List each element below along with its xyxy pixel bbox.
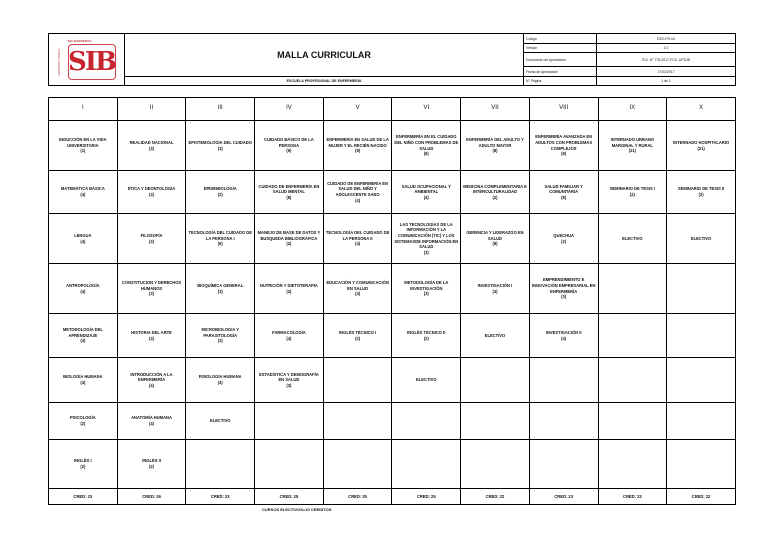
logo-cell [49, 34, 125, 85]
course-cell [117, 314, 186, 358]
course-cell [49, 314, 118, 358]
credit-total: CRED: 23 [598, 489, 667, 505]
meta-label: N° Página [524, 77, 597, 85]
course-cell [461, 358, 530, 403]
course-name: LAS TECNOLOGÍAS DE LA INFORMACIÓN Y LA COMUNICACIÓN (TIC) Y LOS SISTEMASDE INFORMACIÓN EN SALUD [394, 221, 459, 250]
course-cell [598, 314, 667, 358]
course-cell [598, 121, 667, 171]
course-cell [392, 171, 461, 214]
course-name: ELECTIVO [484, 332, 506, 338]
semester-header: III [186, 98, 255, 121]
meta-value: R.D. N° 778-2017-FCS -UPSJB [642, 57, 690, 62]
course-name: INGLÉS TÉCNICO II [407, 329, 446, 335]
course-cell [255, 214, 324, 264]
course-cell [598, 214, 667, 264]
course-name: ELECTIVO [209, 418, 231, 424]
course-credits: (6) [286, 148, 292, 154]
course-name: FILOSOFÍA [140, 232, 163, 238]
course-cell [461, 440, 530, 489]
course-credits: (2) [561, 238, 567, 244]
course-cell [392, 121, 461, 171]
course-cell [323, 171, 392, 214]
course-name: ELECTIVO [622, 235, 643, 241]
course-credits: (4) [561, 335, 567, 341]
course-cell [255, 171, 324, 214]
course-name: EDUCACIÓN Y COMUNICACIÓN EN SALUD [326, 280, 389, 291]
semester-header: VII [461, 98, 530, 121]
logo-side-text: UNIVERSIDAD PRIVADA [57, 47, 61, 76]
course-name: CUIDADO BÁSICO DE LA PERSONA [264, 137, 314, 148]
course-cell [392, 358, 461, 403]
course-name: QUECHUA [553, 232, 574, 238]
course-credits: (2) [423, 335, 429, 341]
course-cell [117, 214, 186, 264]
course-cell [461, 314, 530, 358]
course-cell [186, 358, 255, 403]
course-credits: (8) [492, 148, 498, 154]
course-name: HISTORIA DEL ARTE [131, 329, 172, 335]
course-credits: (3) [423, 291, 429, 297]
course-cell [186, 214, 255, 264]
course-credits: (3) [217, 145, 223, 151]
credit-totals-row [49, 489, 736, 505]
course-cell [529, 264, 598, 314]
course-credits: (3) [286, 288, 292, 294]
course-name: ENFERMERÍA EN EL CUIDADO DEL NIÑO CON PROBLEMAS DE SALUD [394, 134, 459, 151]
course-cell [323, 314, 392, 358]
meta-row [524, 34, 735, 44]
course-cell [529, 314, 598, 358]
course-cell [186, 440, 255, 489]
course-name: CONSTITUCION Y DERECHOS HUMANOS [121, 280, 182, 291]
logo-mark [68, 44, 116, 80]
course-credits: (3) [561, 294, 567, 300]
course-cell [49, 440, 118, 489]
course-credits: (2) [355, 335, 361, 341]
course-credits: (8) [286, 194, 292, 200]
course-credits: (3) [149, 335, 155, 341]
course-name: SALUD FAMILIAR Y COMUNITARIA [544, 183, 583, 195]
course-cell [323, 214, 392, 264]
meta-label: Documento de Aprobación [524, 53, 597, 66]
course-cell [186, 264, 255, 314]
course-row [49, 171, 736, 214]
course-credits: (2) [217, 192, 223, 197]
course-cell [255, 358, 324, 403]
meta-value: 2.0 [663, 46, 669, 50]
course-name: INGLÉS I [74, 458, 92, 464]
course-name: GERENCIA Y LIDERAZGO EN SALUD [466, 230, 524, 241]
course-name: INTERNADO URBANO MARGINAL Y RURAL [610, 137, 655, 148]
course-cell [186, 121, 255, 171]
meta-row [524, 53, 735, 67]
meta-value: 1 de 1 [661, 79, 671, 83]
course-credits: (8) [355, 148, 361, 154]
course-cell [598, 440, 667, 489]
course-credits: (4) [355, 241, 361, 247]
course-cell [598, 264, 667, 314]
course-credits: (6) [217, 241, 223, 247]
course-cell [255, 314, 324, 358]
course-cell [529, 358, 598, 403]
semester-header: II [117, 98, 186, 121]
course-cell [529, 121, 598, 171]
course-cell [117, 403, 186, 440]
meta-label: Fecha de Aprobación [524, 67, 597, 76]
course-row [49, 121, 736, 171]
course-name: INTRODUCCIÓN A LA ENFERMERÍA [130, 371, 173, 383]
course-credits: (4) [286, 335, 292, 341]
course-cell [255, 403, 324, 440]
credit-total: CRED: 22 [667, 489, 736, 505]
course-cell [392, 314, 461, 358]
course-name: METODOLOGÍA DEL APRENDIZAJE [62, 327, 103, 338]
course-name: BIOQUÍMICA GENERAL [197, 282, 244, 288]
credit-total: CRED: 23 [49, 489, 118, 505]
course-credits: (4) [217, 380, 223, 385]
course-name: INVESTIGACIÓN I [477, 282, 513, 288]
course-row [49, 314, 736, 358]
course-cell [49, 403, 118, 440]
course-row [49, 264, 736, 314]
meta-label: Versión [524, 44, 597, 52]
course-name: ENFERMERÍA EN SALUD DE LA MUJER Y EL RECIÉN NACIDO [326, 137, 389, 148]
course-credits: (2) [492, 194, 498, 200]
course-name: PSICOLOGÍA [69, 415, 96, 421]
course-credits: (4) [80, 338, 86, 344]
course-cell [186, 314, 255, 358]
course-cell [255, 440, 324, 489]
course-cell [186, 171, 255, 214]
course-cell [667, 314, 736, 358]
course-credits: (2) [286, 241, 292, 247]
course-credits: (3) [149, 145, 155, 151]
credit-total: CRED: 23 [186, 489, 255, 505]
course-name: MANEJO DE BASE DE DATOS Y BUSQUEDA BIBLIOGRÁFICA [257, 230, 321, 241]
meta-label: Código [524, 34, 597, 43]
course-credits: (21) [628, 148, 636, 154]
course-row [49, 403, 736, 440]
credit-total: CRED: 23 [529, 489, 598, 505]
course-name: SALUD OCUPACIONAL Y AMBIENTAL [401, 183, 451, 195]
semester-header: VI [392, 98, 461, 121]
course-cell [255, 264, 324, 314]
course-credits: (3) [149, 291, 155, 297]
course-cell [392, 403, 461, 440]
course-cell [392, 264, 461, 314]
course-credits: (4) [423, 194, 429, 200]
course-name: INDUCCIÓN EN LA VIDA UNIVERSITARIA [59, 137, 107, 148]
course-name: NUTRICIÓN Y DIETOTERAPIA [259, 282, 318, 288]
course-name: ESTADÍSTICA Y DEMOGRAFÍA EN SALUD [259, 371, 319, 383]
course-name: EMPRENDIMIENTO E INNOVACIÓN EMPRESARIAL EN ENFERMERÍA [531, 277, 596, 294]
course-cell [598, 403, 667, 440]
meta-value: 17/02/2017 [657, 69, 675, 74]
semester-header: I [49, 98, 118, 121]
course-cell [461, 264, 530, 314]
course-cell [255, 121, 324, 171]
document-meta [524, 34, 735, 85]
course-credits: (4) [80, 192, 86, 197]
course-cell [49, 358, 118, 403]
course-credits: (2) [149, 464, 155, 469]
course-cell [117, 171, 186, 214]
course-cell [323, 440, 392, 489]
course-cell [667, 121, 736, 171]
course-name: INVESTIGACIÓN II [545, 329, 582, 335]
course-cell [461, 214, 530, 264]
document-header [48, 33, 736, 86]
course-credits: (4) [355, 197, 361, 203]
course-cell [117, 440, 186, 489]
course-credits: (3) [286, 382, 292, 388]
course-cell [49, 121, 118, 171]
course-credits: (2) [80, 421, 86, 426]
course-cell [529, 214, 598, 264]
course-credits: (3) [149, 192, 155, 197]
course-name: ENFERMERÍA DEL ADULTO Y ADULTO MAYOR [466, 137, 524, 148]
course-cell [667, 403, 736, 440]
meta-row [524, 77, 735, 85]
course-name: ANTROPOLOGÍA [66, 282, 100, 288]
course-credits: (8) [492, 241, 498, 247]
course-credits: (2) [698, 192, 704, 197]
course-cell [49, 171, 118, 214]
credit-total: CRED: 25 [255, 489, 324, 505]
course-name: INGLÉS TÉCNICO I [339, 329, 377, 335]
course-credits: (3) [492, 288, 498, 294]
course-cell [667, 214, 736, 264]
course-name: FARMACOLOGÍA [272, 329, 306, 335]
semester-header: V [323, 98, 392, 121]
course-credits: (3) [217, 288, 223, 294]
meta-row [524, 67, 735, 77]
course-cell [323, 121, 392, 171]
course-credits: (8) [561, 151, 567, 157]
course-credits: (8) [561, 194, 567, 200]
course-cell [598, 358, 667, 403]
course-name: ANATOMÍA HUMANA [131, 415, 172, 421]
course-cell [323, 358, 392, 403]
course-cell [323, 403, 392, 440]
course-cell [49, 264, 118, 314]
credit-total: CRED: 25 [323, 489, 392, 505]
course-name: MATEMÁTICA BÁSICA [60, 186, 105, 192]
course-cell [667, 171, 736, 214]
meta-row [524, 44, 735, 53]
semester-header-row [49, 98, 736, 121]
course-cell [461, 403, 530, 440]
course-name: LENGUA [74, 232, 92, 238]
course-row [49, 358, 736, 403]
school-name: ESCUELA PROFESIONAL DE ENFERMERÍA [286, 79, 362, 83]
course-name: TECNOLOGÍA DEL CUIDADO DE LA PERSONA II [325, 230, 390, 241]
course-cell [186, 403, 255, 440]
course-credits: (8) [423, 151, 429, 157]
document-title: MALLA CURRICULAR [125, 34, 523, 77]
course-name: MEDICINA COMPLEMENTARIA E INTERCULTURALIDAD [463, 183, 527, 195]
header-title-block [125, 34, 524, 85]
course-credits: (4) [149, 421, 155, 426]
course-cell [461, 171, 530, 214]
electives-note: CURSOS ELECTIVOS=10 CREDITOS [262, 507, 332, 512]
course-name: CUIDADO DE ENFERMERÍA EN SALUD MENTAL [258, 183, 320, 195]
course-name: INTERNADO HOSPITALARIO [673, 139, 730, 145]
credit-total: CRED: 25 [392, 489, 461, 505]
course-name: INGLÉS II [142, 458, 161, 464]
course-name: TECNOLOGÍA DEL CUIDADO DE LA PERSONA I [188, 230, 252, 241]
course-name: ELECTIVO [416, 377, 437, 383]
course-credits: (2) [629, 192, 635, 197]
course-credits: (1) [80, 148, 86, 154]
curriculum-grid [48, 97, 736, 505]
course-credits: (4) [80, 380, 86, 385]
course-cell [461, 121, 530, 171]
university-logo [56, 38, 118, 82]
course-name: ELECTIVO [690, 235, 712, 241]
course-credits: (4) [149, 382, 155, 388]
course-name: SEMINARIO DE TESIS I [609, 186, 655, 192]
course-credits: (4) [355, 291, 361, 297]
credit-total: CRED: 26 [117, 489, 186, 505]
meta-value: REC-FR-04 [657, 36, 675, 41]
course-name: METODOLOGÍA DE LA INVESTIGACIÓN [404, 280, 449, 291]
credit-total: CRED: 22 [461, 489, 530, 505]
logo-letters: SIB [68, 46, 115, 77]
course-cell [529, 171, 598, 214]
course-cell [392, 214, 461, 264]
course-cell [667, 440, 736, 489]
course-cell [529, 440, 598, 489]
course-name: SEMINARIO DE TESIS II [677, 186, 725, 192]
course-credits: (4) [80, 288, 86, 294]
course-cell [323, 264, 392, 314]
semester-header: IX [598, 98, 667, 121]
course-cell [667, 358, 736, 403]
course-cell [117, 358, 186, 403]
course-credits: (3) [149, 238, 155, 244]
course-name: ÉTICA Y DEONTOLOGÍA [127, 186, 176, 192]
course-name: REALIDAD NACIONAL [129, 139, 174, 145]
course-cell [49, 214, 118, 264]
course-credits: (3) [217, 338, 223, 344]
course-name: MICROBIOLOGÍA Y PARASITOLOGÍA [201, 327, 239, 338]
course-cell [529, 403, 598, 440]
course-cell [117, 264, 186, 314]
course-credits: (21) [697, 145, 705, 151]
course-credits: (3) [423, 249, 429, 255]
course-row [49, 214, 736, 264]
semester-header: X [667, 98, 736, 121]
semester-header: IV [255, 98, 324, 121]
course-name: EPISTEMOLOGÍA DEL CUIDADO [188, 139, 252, 145]
course-name: ENFERMERÍA AVANZADA EN ADULTOS CON PROBLEMAS COMPLEJOS [535, 134, 593, 151]
course-credits: (2) [80, 464, 86, 469]
course-row [49, 440, 736, 489]
course-cell [392, 440, 461, 489]
course-cell [117, 121, 186, 171]
course-name: BIOLOGÍA HUMANA [63, 374, 103, 380]
course-credits: (4) [80, 238, 86, 244]
course-cell [667, 264, 736, 314]
logo-top-text: SIN BARRERAS [67, 38, 92, 43]
course-name: FISIOLOGÍA HUMANA [198, 374, 242, 380]
course-name: CUIDADO DE ENFERMERÍA EN SALUD DEL NIÑO Y ADOLESCENTE SANO [327, 180, 388, 197]
semester-header: VIII [529, 98, 598, 121]
course-name: EPIDEMIOLOGÍA [203, 186, 237, 192]
course-cell [598, 171, 667, 214]
